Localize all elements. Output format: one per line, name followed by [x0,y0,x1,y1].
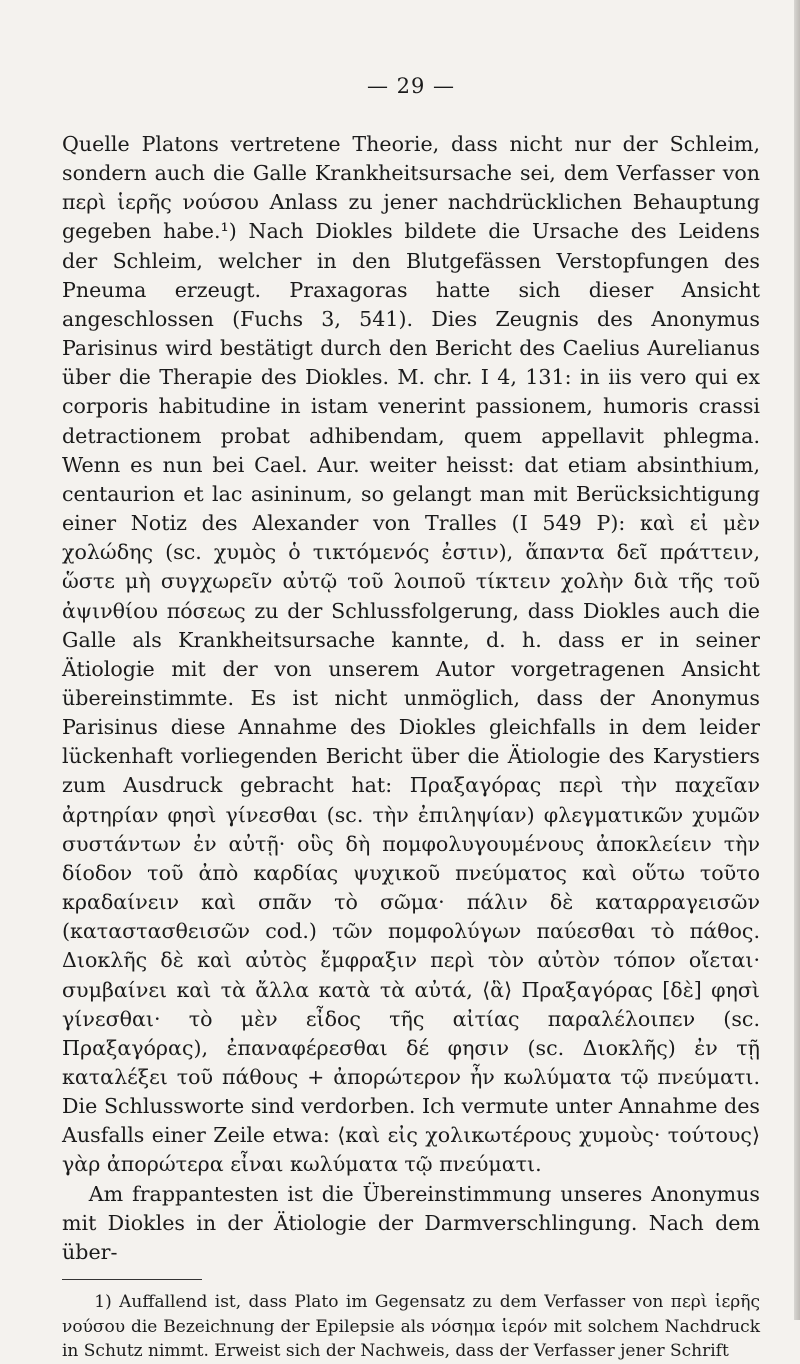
page-number: — 29 — [366,74,456,98]
paragraph-1: Quelle Platons vertretene Theorie, dass nicht nur der Schleim, sondern auch die Galle Krankheitsursache sei, dem Verfasser von περὶ ἱερῆς νούσου Anlass zu jener nachdrücklichen Behauptung gegeben habe.¹) Nach Diokles bildete die Ursache des Leidens der Schleim, welcher in den Blutgefässen Verstopfungen des Pneuma erzeugt. Praxagoras hatte sich dieser Ansicht angeschlossen (Fuchs 3, 541). Dies Zeugnis des Anonymus Parisinus wird bestätigt durch den Bericht des Caelius Aurelianus über die Therapie des Diokles. M. chr. I 4, 131: in iis vero qui ex corporis habitudine in istam venerint passionem, humoris crassi detractionem probat adhibendam, quem appellavit phlegma. Wenn es nun bei Cael. Aur. weiter heisst: dat etiam absinthium, centaurion et lac asininum, so gelangt man mit Berücksichtigung einer Notiz des Alexander von Tralles (I 549 P): καὶ εἰ μὲν χολώδης (sc. χυμὸς ὁ τικτόμενός ἐστιν), ἅπαντα δεῖ πράττειν, ὥστε μὴ συγχωρεῖν αὐτῷ τοῦ λοιποῦ τίκτειν χολὴν διὰ τῆς τοῦ ἀψινθίου πόσεως zu der Schlussfolgerung, dass Diokles auch die Galle als Krankheitsursache kannte, d. h. dass er in seiner Ätiologie mit der von unserem Autor vorgetragenen Ansicht übereinstimmte. Es ist nicht unmöglich, dass der Anonymus Parisinus diese Annahme des Diokles gleichfalls in dem leider lückenhaft vorliegenden Bericht über die Ätiologie des Karystiers zum Ausdruck gebracht hat: Πραξαγόρας περὶ τὴν παχεῖαν ἀρτηρίαν φησὶ γίνεσθαι (sc. τὴν ἐπιληψίαν) φλεγματικῶν χυμῶν συστάντων ἐν αὐτῇ· οὓς δὴ πομφολυγουμένους ἀποκλείειν τὴν δίοδον τοῦ ἀπὸ καρδίας ψυχικοῦ πνεύματος καὶ οὕτω τοῦτο κραδαίνειν καὶ σπᾶν τὸ σῶμα· πάλιν δὲ καταρραγεισῶν (καταστασθεισῶν cod.) τῶν πομφολύγων παύεσθαι τὸ πάθος. Διοκλῆς δὲ καὶ αὐτὸς ἔμφραξιν περὶ τὸν αὐτὸν τόπον οἴεται· συμβαίνει καὶ τὰ ἄλλα κατὰ τὰ αὐτά, ⟨ἃ⟩ Πραξαγόρας [δὲ] φησὶ γίνεσθαι· τὸ μὲν εἶδος τῆς αἰτίας παραλέλοιπεν (sc. Πραξαγόρας), ἐπαναφέρεσθαι δέ φησιν (sc. Διοκλῆς) ἐν τῇ καταλέξει τοῦ πάθους + ἀπορώτερον ἦν κωλύματα τῷ πνεύματι. Die Schlussworte sind verdorben. Ich vermute unter Annahme des Ausfalls einer Zeile etwa: ⟨καὶ εἰς χολικωτέρους χυμοὺς· τούτους⟩ γὰρ ἀπορώτερα εἶναι κωλύματα τῷ πνεύματι. [62,132,760,1177]
footnote-divider [62,1279,202,1280]
footnote [62,1290,760,1364]
paragraph-2: Am frappantesten ist die Übereinstimmung unseres Anonymus mit Diokles in der Ätiologie der Darmverschlingung. Nach dem über- [62,1181,760,1264]
footnote-text: 1) Auffallend ist, dass Plato im Gegensatz zu dem Verfasser von περὶ ἱερῆς νούσου die Bezeichnung der Epilepsie als νόσημα ἱερόν mit solchem Nachdruck in Schutz nimmt. Erweist sich der Nachweis, dass der Verfasser jener Schrift [62,1292,760,1362]
main-text [62,130,760,1267]
